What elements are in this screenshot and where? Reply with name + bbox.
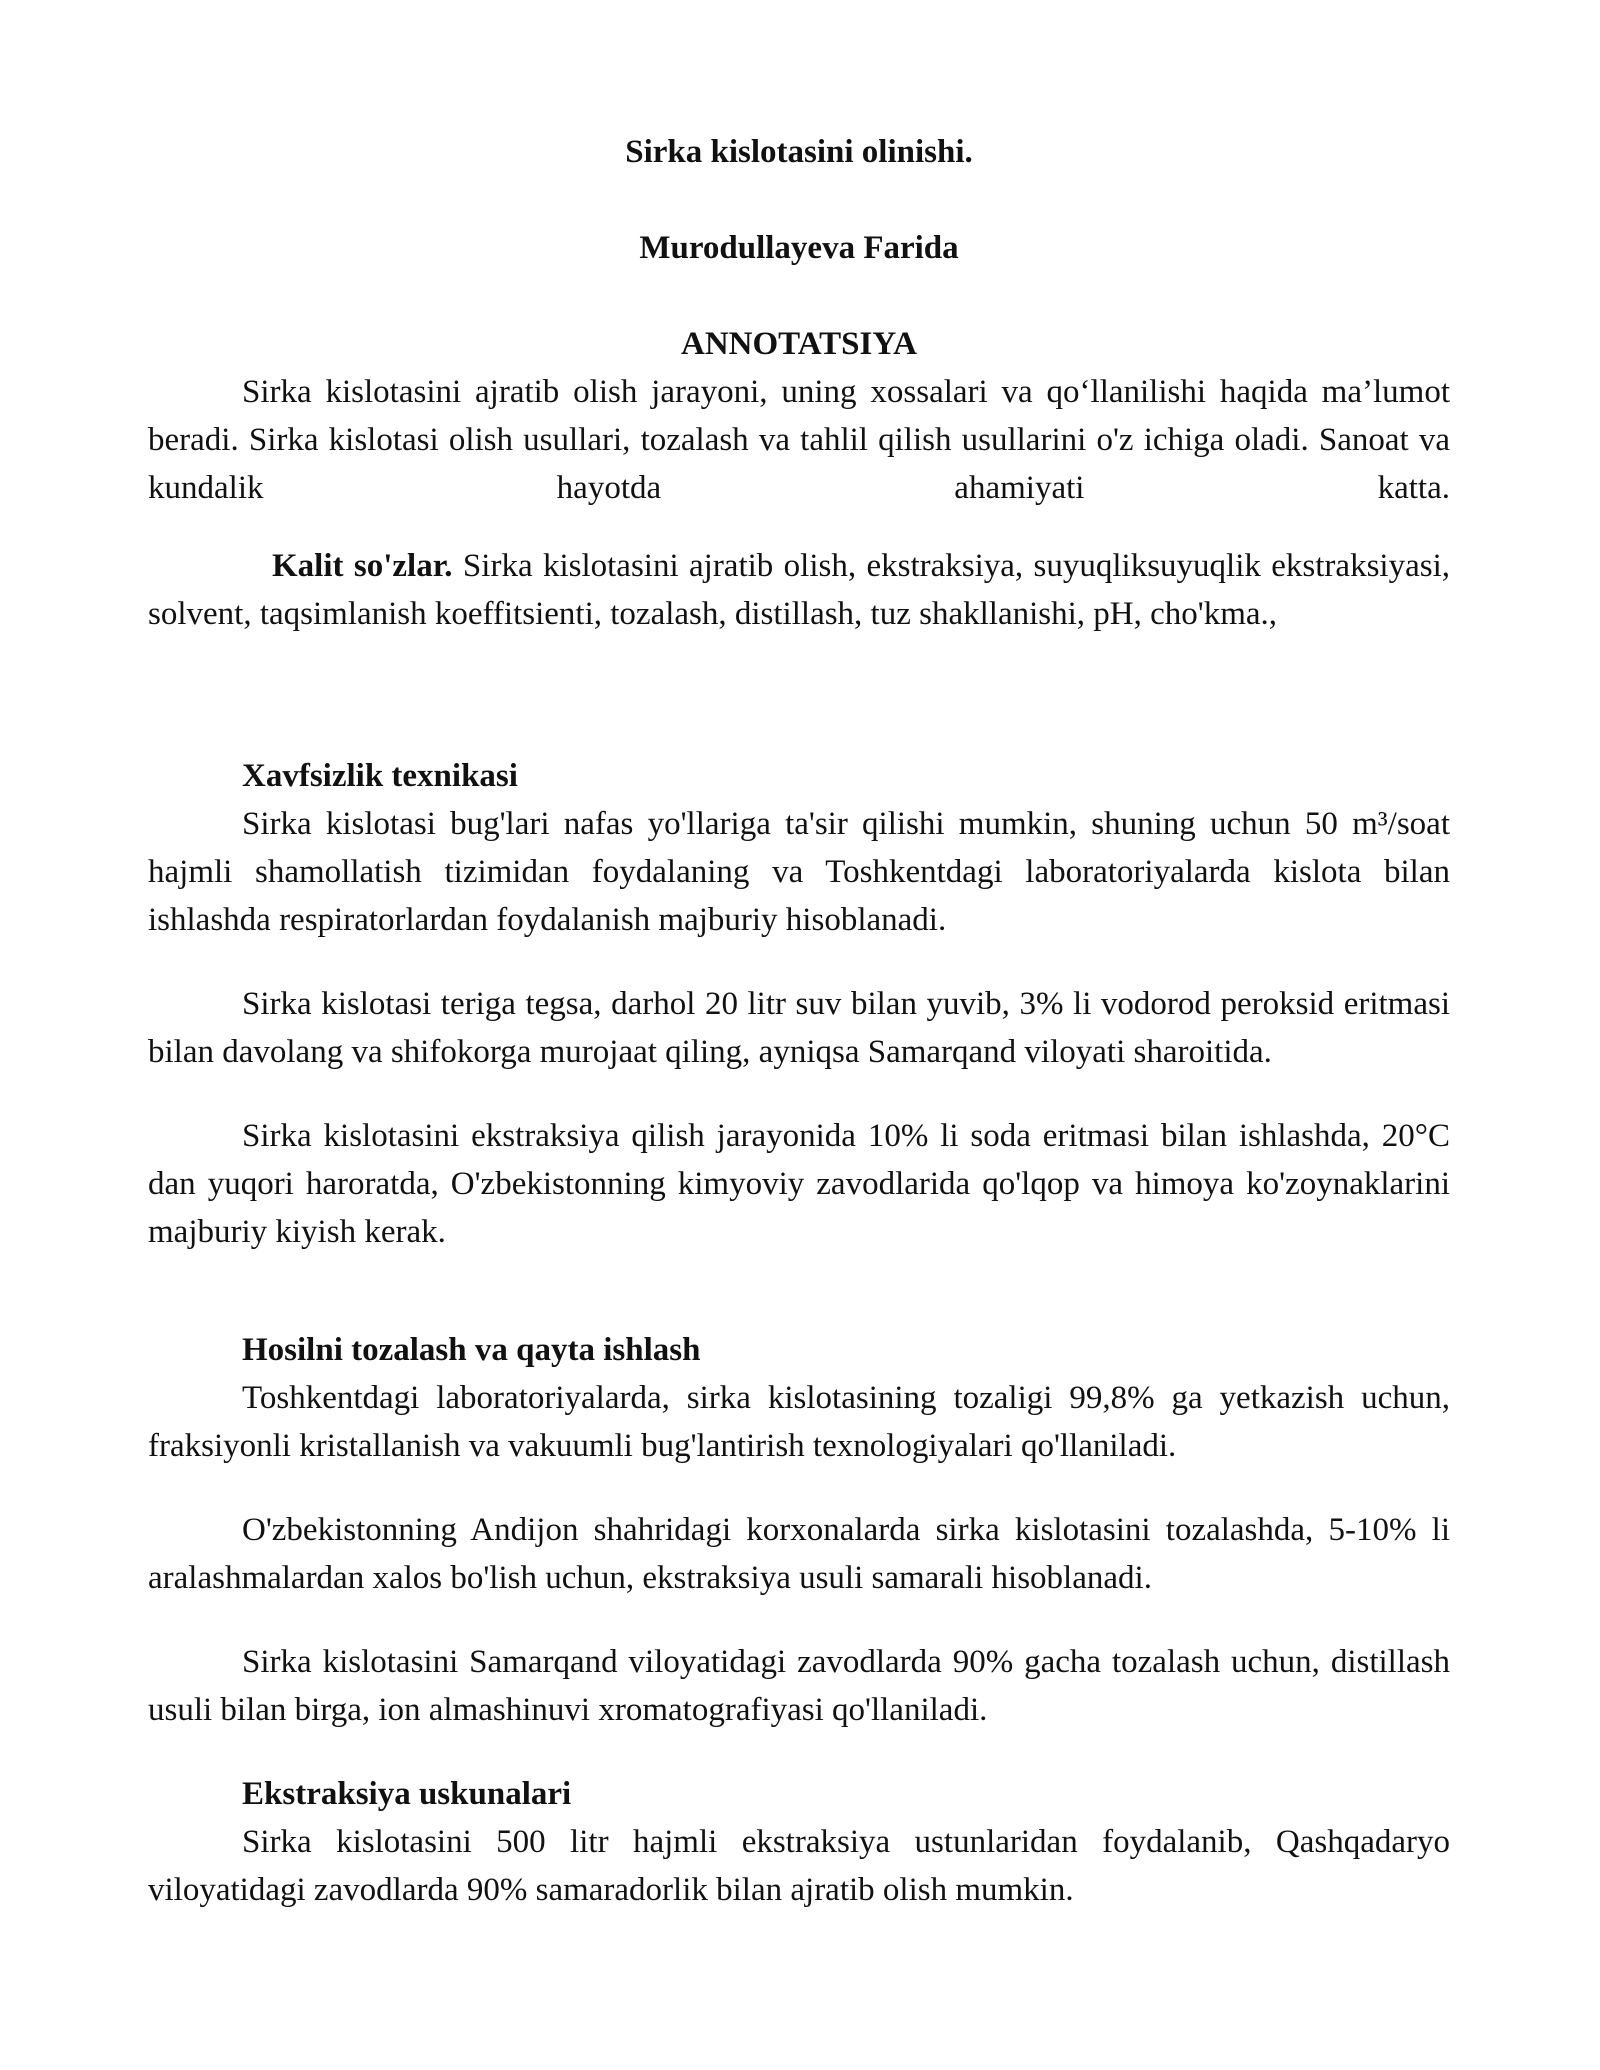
keywords-text: Sirka kislotasini ajratib olish, ekstraksiya, suyuqliksuyuqlik ekstraksiyasi, solvent, taqsimlanish koeffitsienti, tozalash, distillash, tuz shakllanishi, pH, cho'kma., [148,548,1450,632]
spacer [148,1256,1450,1326]
keywords-paragraph [148,542,1450,638]
section-heading-safety: Xavfsizlik texnikasi [242,758,518,794]
author-name: Murodullayeva Farida [639,230,959,266]
document-title: Sirka kislotasini olinishi. [625,134,973,170]
spacer [148,638,1450,752]
paragraph: Sirka kislotasini 500 litr hajmli ekstraksiya ustunlaridan foydalanib, Qashqadaryo viloyatidagi zavodlarda 90% samaradorlik bilan ajratib olish mumkin. [148,1824,1450,1908]
spacer [148,1734,1450,1770]
keywords-label: Kalit so'zlar. [272,548,453,584]
paragraph: Sirka kislotasi bug'lari nafas yo'llariga ta'sir qilishi mumkin, shuning uchun 50 m³/soat hajmli shamollatish tizimidan foydalaning va Toshkentdagi laboratoriyalarda kislota bilan ishlashda respiratorlardan foydalanish majburiy hisoblanadi. [148,806,1450,938]
paragraph: Sirka kislotasini Samarqand viloyatidagi zavodlarda 90% gacha tozalash uchun, distillash usuli bilan birga, ion almashinuvi xromatografiyasi qo'llaniladi. [148,1644,1450,1728]
paragraph: Sirka kislotasini ekstraksiya qilish jarayonida 10% li soda eritmasi bilan ishlashda, 20°C dan yuqori haroratda, O'zbekistonning kimyoviy zavodlarida qo'lqop va himoya ko'zoynaklarini majburiy kiyish kerak. [148,1118,1450,1250]
document-content [148,128,1450,1914]
paragraph: Sirka kislotasi teriga tegsa, darhol 20 litr suv bilan yuvib, 3% li vodorod peroksid eritmasi bilan davolang va shifokorga murojaat qiling, ayniqsa Samarqand viloyati sharoitida. [148,986,1450,1070]
paragraph: O'zbekistonning Andijon shahridagi korxonalarda sirka kislotasini tozalashda, 5-10% li aralashmalardan xalos bo'lish uchun, ekstraksiya usuli samarali hisoblanadi. [148,1512,1450,1596]
annotation-heading: ANNOTATSIYA [681,326,917,362]
section-heading-purification: Hosilni tozalash va qayta ishlash [242,1332,701,1368]
annotation-paragraph: Sirka kislotasini ajratib olish jarayoni, uning xossalari va qo‘llanilishi haqida ma’lumot beradi. Sirka kislotasi olish usullari, tozalash va tahlil qilish usullarini o'z ichiga oladi. Sanoat va kundalik hayotda ahamiyati katta. [148,374,1450,506]
paragraph: Toshkentdagi laboratoriyalarda, sirka kislotasining tozaligi 99,8% ga yetkazish uchun, fraksiyonli kristallanish va vakuumli bug'lantirish texnologiyalari qo'llaniladi. [148,1380,1450,1464]
section-heading-equipment: Ekstraksiya uskunalari [242,1776,572,1812]
